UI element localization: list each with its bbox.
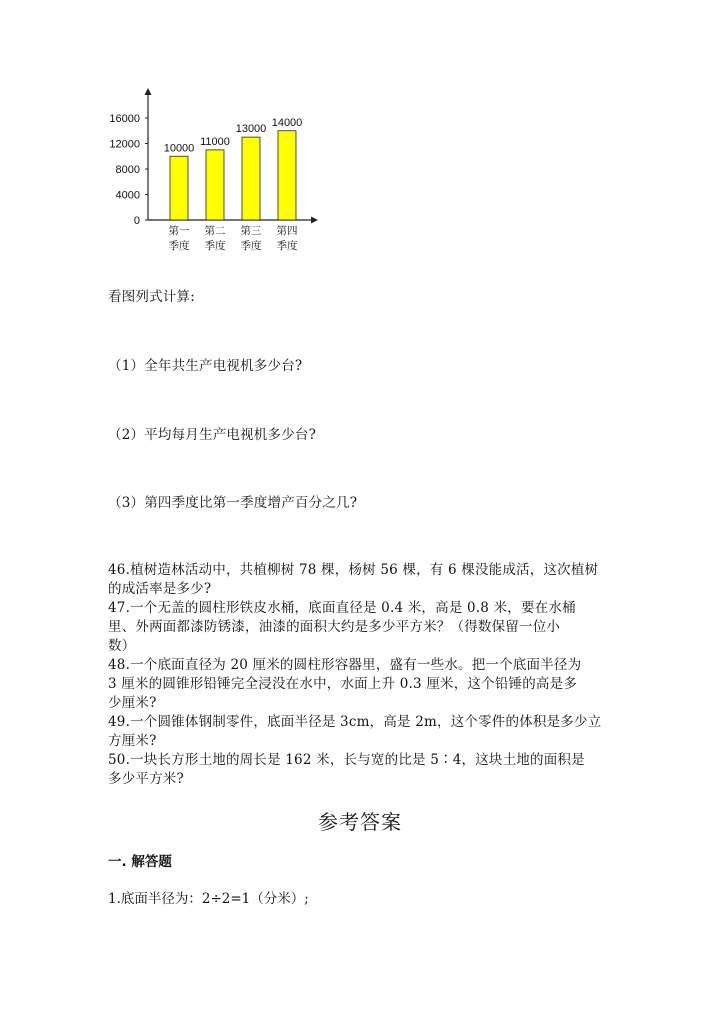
bar <box>278 131 296 220</box>
y-tick-label: 8000 <box>115 164 140 176</box>
question-48 <box>108 656 618 713</box>
question-line: 数） <box>108 638 136 654</box>
question-49 <box>108 713 618 751</box>
bar <box>242 137 260 220</box>
question-line: 49.一个圆锥体钢制零件，底面半径是 3cm，高是 2m，这个零件的体积是多少立 <box>108 714 602 730</box>
bar-value-label: 14000 <box>271 116 303 129</box>
x-category-label: 季度 <box>240 240 262 252</box>
x-axis-arrow <box>311 217 318 224</box>
question-line: 多少平方米? <box>108 771 184 787</box>
y-tick-label: 16000 <box>109 113 140 125</box>
x-category-label: 第三 <box>240 225 262 237</box>
x-category-label: 第一 <box>168 225 190 237</box>
question-line: 50.一块长方形土地的周长是 162 米，长与宽的比是 5∶4，这块土地的面积是 <box>108 752 585 768</box>
intro-text: 看图列式计算: <box>108 289 195 305</box>
section-heading: 一. 解答题 <box>108 854 172 870</box>
bar-chart <box>100 82 330 257</box>
bar-value-label: 10000 <box>163 142 195 155</box>
question-line: 的成活率是多少? <box>108 581 212 597</box>
x-category-label: 季度 <box>204 240 226 252</box>
question-46 <box>108 561 618 599</box>
x-category-label: 第二 <box>204 225 226 237</box>
sub-question-2: （2）平均每月生产电视机多少台? <box>108 427 317 443</box>
question-50 <box>108 751 618 789</box>
x-category-label: 第四 <box>276 225 298 237</box>
y-tick-label: 4000 <box>115 189 140 202</box>
y-tick-label: 0 <box>133 215 140 227</box>
bar <box>206 150 224 220</box>
question-line: 48.一个底面直径为 20 厘米的圆柱形容器里，盛有一些水。把一个底面半径为 <box>108 657 582 673</box>
x-category-label: 季度 <box>168 240 190 252</box>
question-line: 方厘米? <box>108 733 157 749</box>
bar <box>170 156 188 220</box>
question-line: 少厘米? <box>108 695 157 711</box>
bar-value-label: 13000 <box>235 123 267 136</box>
question-line: 46.植树造林活动中，共植柳树 78 棵，杨树 56 棵，有 6 棵没能成活，这次植树 <box>108 562 599 578</box>
sub-question-3: （3）第四季度比第一季度增产百分之几? <box>108 495 358 511</box>
answer-title: 参考答案 <box>318 810 402 834</box>
answer-1: 1.底面半径为：2÷2=1（分米）; <box>108 891 309 907</box>
question-line: 3 厘米的圆锥形铅锤完全浸没在水中，水面上升 0.3 厘米，这个铅锤的高是多 <box>108 676 578 692</box>
question-47 <box>108 599 618 656</box>
y-axis-arrow <box>145 88 152 95</box>
question-line: 里、外两面都漆防锈漆，油漆的面积大约是多少平方米？（得数保留一位小 <box>108 619 561 635</box>
bar-value-label: 11000 <box>200 135 230 148</box>
y-tick-label: 12000 <box>109 138 140 151</box>
x-category-label: 季度 <box>276 240 298 252</box>
question-line: 47.一个无盖的圆柱形铁皮水桶，底面直径是 0.4 米，高是 0.8 米，要在水桶 <box>108 600 576 616</box>
sub-question-1: （1）全年共生产电视机多少台? <box>108 358 303 374</box>
